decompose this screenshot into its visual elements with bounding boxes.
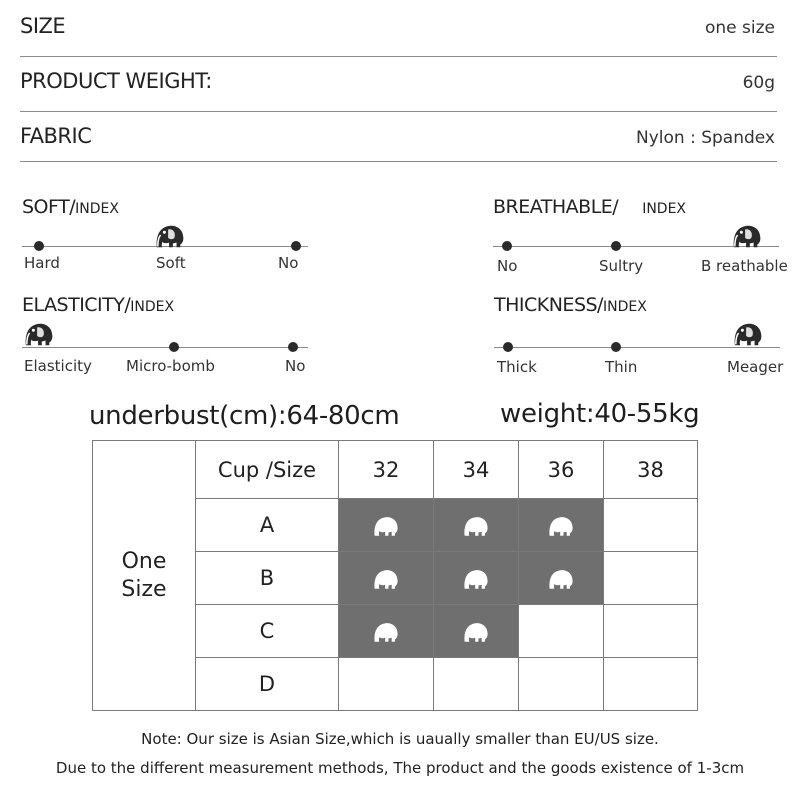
size-cell-available (339, 605, 434, 658)
spec-value: Nylon : Spandex (636, 128, 775, 148)
scale-label: Micro-bomb (126, 357, 215, 375)
scale-label: No (285, 357, 306, 375)
breathable-index (493, 196, 788, 286)
elephant-icon (548, 515, 574, 537)
index-scale-line (494, 347, 780, 348)
spec-row-fabric (20, 110, 777, 162)
scale-dot (288, 342, 298, 352)
scale-dot (502, 241, 512, 251)
cup-label: B (196, 552, 339, 605)
size-cell-empty (604, 499, 698, 552)
measurement-note: Due to the different measurement methods, The product and the goods existence of 1-3cm (55, 759, 745, 777)
soft-index (22, 196, 312, 286)
table-header-row (93, 441, 698, 499)
scale-label: Elasticity (24, 357, 92, 375)
size-header: 38 (604, 441, 698, 499)
size-cell-empty (604, 658, 698, 711)
elephant-icon (24, 321, 54, 347)
soft-index-title: SOFT/INDEX (22, 196, 119, 218)
size-header: 32 (339, 441, 434, 499)
scale-dot (291, 241, 301, 251)
size-cell-empty (519, 658, 604, 711)
spec-row-weight (20, 55, 777, 112)
size-cell-empty (339, 658, 434, 711)
spec-key: FABRIC (20, 124, 92, 148)
elephant-icon (733, 321, 763, 347)
elasticity-index (22, 294, 312, 384)
scale-label: Thin (605, 358, 638, 376)
elephant-icon (373, 515, 399, 537)
cup-label: D (196, 658, 339, 711)
size-header: 36 (519, 441, 604, 499)
size-cell-empty (604, 552, 698, 605)
weight-header: weight:40-55kg (500, 399, 700, 429)
size-cell-empty (434, 658, 519, 711)
elephant-icon (732, 223, 762, 249)
scale-label: B reathable (701, 257, 788, 275)
scale-label: Soft (156, 254, 186, 272)
cup-label: C (196, 605, 339, 658)
size-cell-available (434, 499, 519, 552)
spec-value: 60g (742, 73, 775, 93)
scale-label: No (278, 254, 299, 272)
size-cell-empty (604, 605, 698, 658)
elephant-icon (463, 568, 489, 590)
elephant-icon (373, 568, 399, 590)
thickness-index-title: THICKNESS/INDEX (494, 294, 647, 316)
size-cell-available (434, 605, 519, 658)
scale-label: Meager (727, 358, 784, 376)
underbust-header: underbust(cm):64-80cm (89, 401, 400, 431)
elephant-icon (373, 621, 399, 643)
scale-label: Thick (497, 358, 537, 376)
scale-dot (611, 342, 621, 352)
scale-label: No (497, 257, 518, 275)
cup-size-header: Cup /Size (196, 441, 339, 499)
elephant-icon (548, 568, 574, 590)
scale-dot (169, 342, 179, 352)
size-cell-available (519, 552, 604, 605)
size-note: Note: Our size is Asian Size,which is uaually smaller than EU/US size. (141, 730, 659, 748)
spec-row-size (20, 0, 777, 57)
scale-dot (34, 241, 44, 251)
elasticity-index-title: ELASTICITY/INDEX (22, 294, 175, 316)
scale-label: Hard (24, 254, 60, 272)
scale-label: Sultry (599, 257, 644, 275)
size-cell-available (339, 499, 434, 552)
size-cell-available (519, 499, 604, 552)
size-cell-available (434, 552, 519, 605)
spec-key: SIZE (20, 14, 66, 38)
scale-dot (611, 241, 621, 251)
size-cell-empty (519, 605, 604, 658)
size-table (92, 440, 698, 711)
elephant-icon (463, 621, 489, 643)
scale-dot (503, 342, 513, 352)
thickness-index (494, 294, 784, 384)
cup-label: A (196, 499, 339, 552)
one-size-label: One Size (93, 441, 196, 711)
elephant-icon (463, 515, 489, 537)
size-cell-available (339, 552, 434, 605)
spec-value: one size (704, 18, 775, 38)
spec-key: PRODUCT WEIGHT: (20, 69, 212, 93)
size-header: 34 (434, 441, 519, 499)
breathable-index-title: BREATHABLE/ INDEX (493, 196, 687, 218)
index-scale-line (22, 347, 308, 348)
elephant-icon (155, 223, 185, 249)
